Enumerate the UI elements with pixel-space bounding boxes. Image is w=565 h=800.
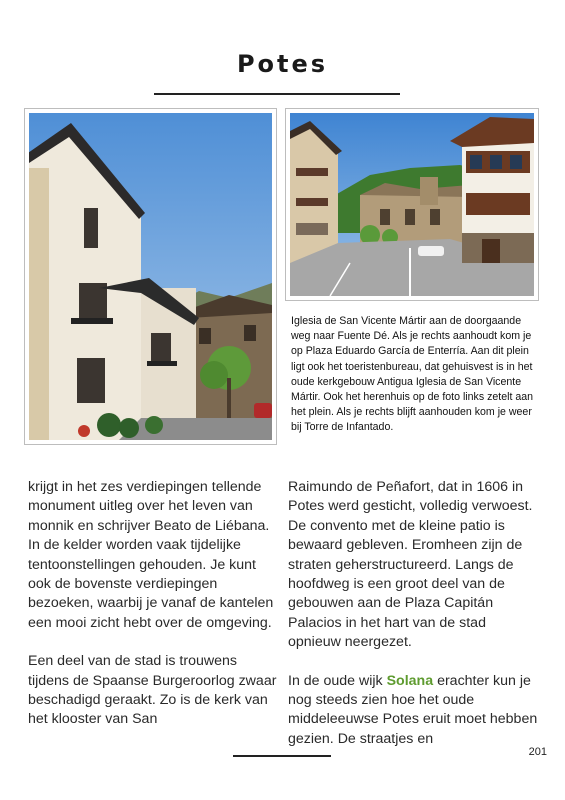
photo-street-image xyxy=(29,113,272,440)
paragraph xyxy=(288,672,538,750)
footer-divider xyxy=(233,755,331,757)
photo-plaza-church xyxy=(285,108,539,301)
photo-caption: Iglesia de San Vicente Mártir aan de doorgaande weg naar Fuente Dé. Als je rechts aanhoudt kom je op Plaza Eduardo García de Enterría. Aan dit plein ligt ook het toeristenbureau, dat gehuisvest is in het oude kerkgebouw Antigua Iglesia de San Vicente Mártir. Ook het herenhuis op de foto links zetelt aan het plein. Als je rechts blijft aanhouden kom je weer bij Torre de Infantado. xyxy=(291,315,534,434)
title-divider xyxy=(154,93,400,95)
paragraph: Een deel van de stad is trouwens tijdens de Spaanse Burgeroorlog zwaar beschadigd geraakt. Zo is de kerk van het klooster van San xyxy=(28,653,277,728)
paragraph-text: In de oude wijk xyxy=(288,672,387,689)
paragraph: Raimundo de Peñafort, dat in 1606 in Potes werd gesticht, volledig verwoest. De convento met de kleine patio is bewaard gebleven. Eromheen zijn de straten geherstructureerd. Langs de hoofdweg is een groot deel van de gebouwen aan de Plaza Capitán Palacios in het hart van de stad opnieuw neergezet. xyxy=(288,479,533,651)
highlight-solana: Solana xyxy=(386,672,434,689)
paragraph: krijgt in het zes verdiepingen tellende monument uitleg over het leven van monnik en schrijver Beato de Liébana. In de kelder worden vaak tijdelijke tentoonstellingen gehouden. Je kunt ook de bovenste verdiepingen bezoeken, waarbij je vanaf de kantelen een mooi zicht hebt over de omgeving. xyxy=(28,479,274,631)
body-column-left xyxy=(28,478,278,730)
body-column-right xyxy=(288,478,538,749)
page-title: Potes xyxy=(236,50,329,78)
page-number: 201 xyxy=(528,746,547,758)
paragraph-text: erachter kun je nog steeds zien hoe het oude middeleeuwse Potes eruit moet hebben gezien. De straatjes en xyxy=(288,672,538,747)
photo-street-potes xyxy=(24,108,277,445)
photo-plaza-image xyxy=(290,113,534,296)
